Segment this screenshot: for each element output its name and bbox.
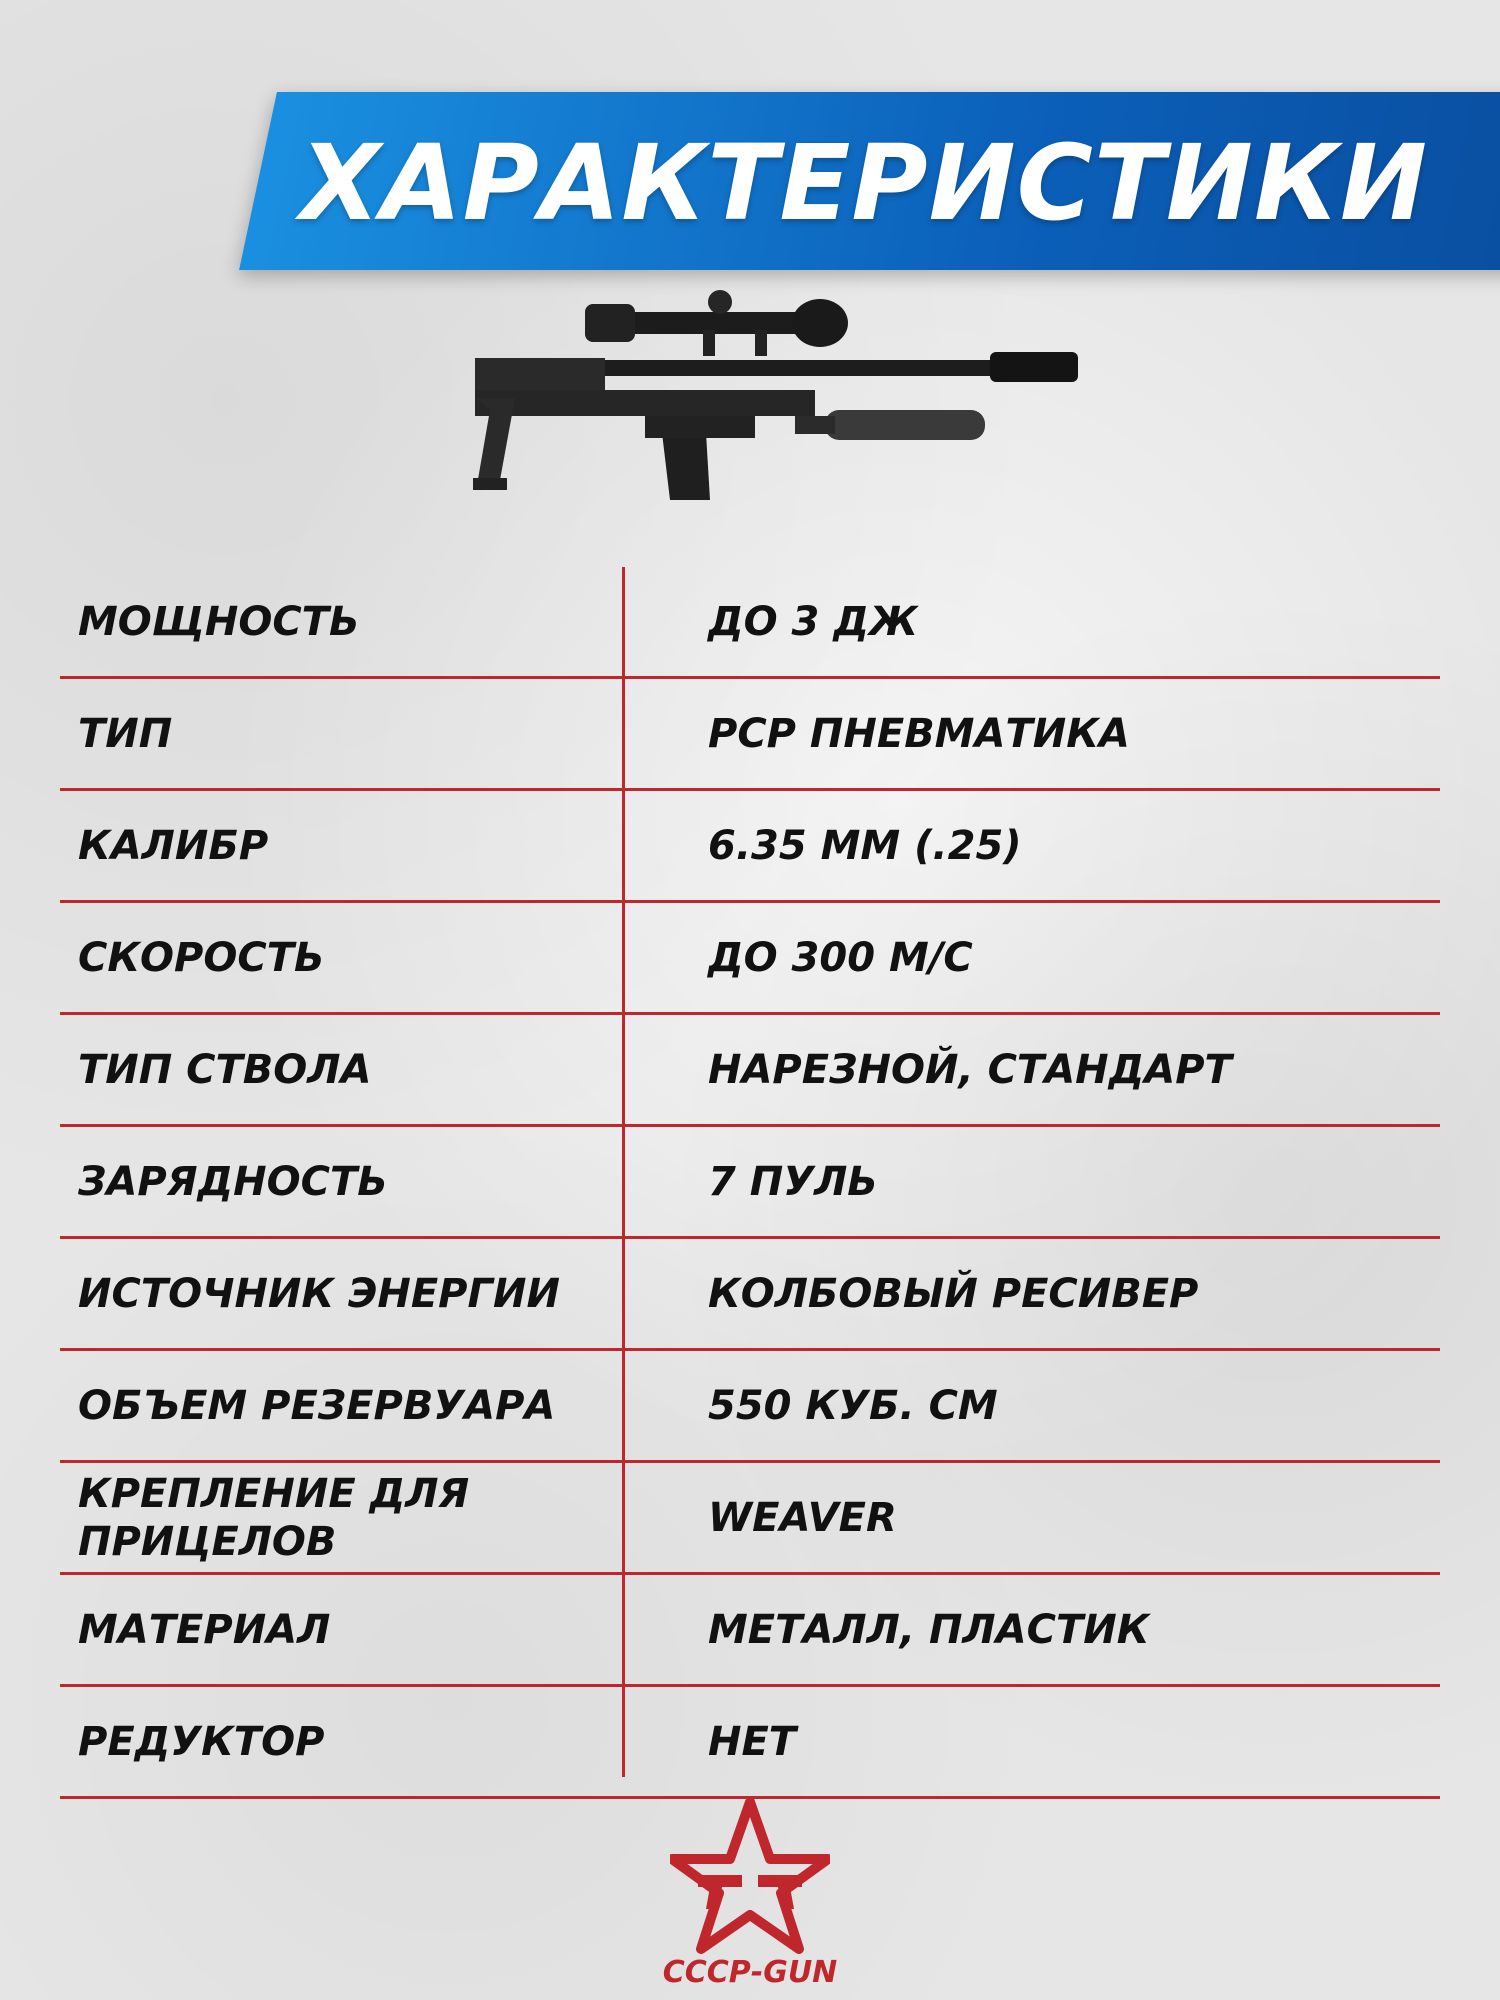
spec-label: РЕДУКТОР	[78, 1718, 325, 1765]
spec-label: МАТЕРИАЛ	[78, 1606, 331, 1653]
brand-logo-text: СССР-GUN	[662, 1955, 838, 1990]
page-title: ХАРАКТЕРИСТИКИ	[300, 122, 1428, 244]
spec-value: 7 ПУЛЬ	[708, 1158, 878, 1205]
table-row	[60, 1351, 1440, 1463]
spec-label: ОБЪЕМ РЕЗЕРВУАРА	[78, 1382, 556, 1429]
spec-value: МЕТАЛЛ, ПЛАСТИК	[708, 1606, 1150, 1653]
spec-label: СКОРОСТЬ	[78, 934, 325, 981]
spec-label: ТИП СТВОЛА	[78, 1046, 372, 1093]
table-row	[60, 1463, 1440, 1575]
table-row	[60, 1127, 1440, 1239]
table-row	[60, 679, 1440, 791]
table-row	[60, 567, 1440, 679]
spec-value: 6.35 ММ (.25)	[708, 822, 1022, 869]
table-row	[60, 1575, 1440, 1687]
spec-value: ДО 3 ДЖ	[708, 598, 918, 645]
spec-value: КОЛБОВЫЙ РЕСИВЕР	[708, 1270, 1199, 1317]
table-row	[60, 1687, 1440, 1799]
air-rifle-with-scope-icon	[455, 290, 1095, 530]
spec-value: НАРЕЗНОЙ, СТАНДАРТ	[708, 1046, 1232, 1093]
spec-label: КАЛИБР	[78, 822, 269, 869]
spec-value: 550 КУБ. СМ	[708, 1382, 998, 1429]
spec-value: ДО 300 М/С	[708, 934, 973, 981]
spec-label: ЗАРЯДНОСТЬ	[78, 1158, 388, 1205]
spec-label: МОЩНОСТЬ	[78, 598, 360, 645]
table-row	[60, 903, 1440, 1015]
spec-value: НЕТ	[708, 1718, 797, 1765]
spec-value: WEAVER	[708, 1494, 897, 1541]
specs-table	[60, 567, 1440, 1799]
spec-value: PCP ПНЕВМАТИКА	[708, 710, 1130, 757]
spec-label: КРЕПЛЕНИЕ ДЛЯ ПРИЦЕЛОВ	[78, 1470, 470, 1565]
spec-label: ИСТОЧНИК ЭНЕРГИИ	[78, 1270, 560, 1317]
table-row	[60, 791, 1440, 903]
table-row	[60, 1015, 1440, 1127]
spec-label: ТИП	[78, 710, 173, 757]
table-row	[60, 1239, 1440, 1351]
